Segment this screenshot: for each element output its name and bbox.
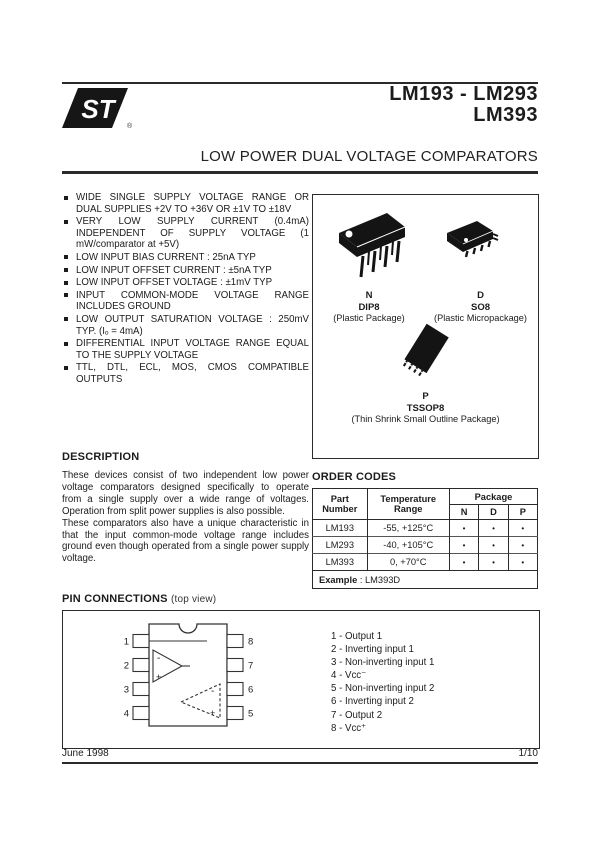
part-number-cell: LM293 <box>313 537 368 554</box>
package-desc: (Plastic Micropackage) <box>434 313 527 323</box>
description-paragraph-2: These comparators also have a unique characteristic in that the input common-mode voltage range includes ground even though operated from a single power supply voltage. <box>62 517 309 565</box>
feature-text: LOW OUTPUT SATURATION VOLTAGE : 250mV TYP. (Iₒ = 4mA) <box>76 313 309 337</box>
package-p-dot: • <box>508 520 537 537</box>
package-figure-box <box>312 194 539 459</box>
package-name: DIP8 <box>358 301 380 313</box>
dip8-package-label <box>313 290 425 325</box>
example-value: : LM393D <box>359 574 401 585</box>
pin-number-1: 1 <box>123 636 129 648</box>
col-header-p: P <box>508 505 537 520</box>
pin-list-item: 3 - Non-inverting input 1 <box>331 657 435 669</box>
pin-number-7: 7 <box>248 660 254 672</box>
pin-list-item: 4 - Vcc⁻ <box>331 670 367 682</box>
feature-item <box>62 265 309 277</box>
comparator2-minus-sign: - <box>211 686 215 697</box>
package-n-dot: • <box>449 520 478 537</box>
feature-item <box>62 362 309 385</box>
feature-item <box>62 252 309 264</box>
feature-text: VERY LOW SUPPLY CURRENT (0.4mA) INDEPENDENT OF SUPPLY VOLTAGE (1 mW/comparator at +5V) <box>76 216 309 251</box>
pin-connections-suffix: (top view) <box>170 594 217 605</box>
pin-list-item: 7 - Output 2 <box>331 709 383 721</box>
title-line-2: LM393 <box>473 104 538 126</box>
bullet-square-icon <box>64 317 68 321</box>
comparator2-plus-sign: + <box>210 708 216 718</box>
package-desc: (Thin Shrink Small Outline Package) <box>351 414 500 424</box>
feature-item <box>62 277 309 289</box>
description-paragraph-1: These devices consist of two independent low power voltage comparators designed specifically to operate from a single supply over a wide range of voltages. Operation from split power supplies is also possible. <box>62 470 309 517</box>
table-row <box>313 520 538 537</box>
registered-mark: ® <box>127 123 133 130</box>
so8-package-image <box>439 211 501 272</box>
package-n-dot: • <box>449 554 478 571</box>
feature-text: LOW INPUT OFFSET CURRENT : ±5nA TYP <box>76 264 272 276</box>
package-desc: (Plastic Package) <box>333 313 405 323</box>
pin-connections-box <box>62 610 540 749</box>
col-header-part-number: Part Number <box>313 489 368 520</box>
feature-item <box>62 216 309 251</box>
comparator1-plus-sign: + <box>156 672 162 682</box>
feature-item <box>62 314 309 337</box>
table-row <box>313 554 538 571</box>
part-number-title <box>389 84 538 126</box>
col-header-n: N <box>449 505 478 520</box>
bullet-square-icon <box>64 281 68 285</box>
package-code: D <box>477 290 484 301</box>
pin-list-item: 5 - Non-inverting input 2 <box>331 683 435 695</box>
package-name: TSSOP8 <box>406 402 445 414</box>
description-heading: DESCRIPTION <box>62 451 140 463</box>
pin-number-8: 8 <box>248 636 254 648</box>
package-n-dot: • <box>449 537 478 554</box>
bullet-square-icon <box>64 196 68 200</box>
document-subtitle: LOW POWER DUAL VOLTAGE COMPARATORS <box>200 148 538 165</box>
package-name: SO8 <box>470 301 490 313</box>
pin-list-item: 2 - Inverting input 1 <box>331 644 414 656</box>
pin-connections-title: PIN CONNECTIONS <box>62 593 168 605</box>
pin-number-3: 3 <box>123 684 129 696</box>
package-d-dot: • <box>479 554 508 571</box>
so8-package-label <box>423 290 538 325</box>
st-logo-text: ST <box>81 94 115 124</box>
bullet-square-icon <box>64 342 68 346</box>
st-logo-icon <box>62 87 128 131</box>
feature-item <box>62 338 309 361</box>
package-p-dot: • <box>508 537 537 554</box>
pin-list-item: 1 - Output 1 <box>331 631 383 642</box>
pin-list-item: 8 - Vcc⁺ <box>331 722 367 734</box>
col-header-d: D <box>479 505 508 520</box>
package-code: P <box>422 391 429 402</box>
bullet-square-icon <box>64 293 68 297</box>
tssop8-package-label <box>313 391 538 426</box>
feature-list <box>62 192 309 387</box>
pin-number-2: 2 <box>123 660 129 672</box>
st-logo <box>62 87 128 136</box>
temperature-range-cell: -55, +125°C <box>367 520 449 537</box>
header-bottom-rule <box>62 171 538 174</box>
dip8-package-image <box>329 201 411 290</box>
order-codes-heading: ORDER CODES <box>312 471 397 483</box>
feature-text: LOW INPUT BIAS CURRENT : 25nA TYP <box>76 251 256 263</box>
temperature-range-cell: -40, +105°C <box>367 537 449 554</box>
tssop8-package-image <box>389 319 461 394</box>
pin-number-4: 4 <box>123 708 129 720</box>
feature-text: LOW INPUT OFFSET VOLTAGE : ±1mV TYP <box>76 277 273 289</box>
part-number-cell: LM393 <box>313 554 368 571</box>
footer-page-number: 1/10 <box>518 748 538 759</box>
package-p-dot: • <box>508 554 537 571</box>
order-codes-table <box>312 488 538 589</box>
description-section <box>62 451 309 565</box>
col-header-package: Package <box>449 489 537 505</box>
example-row <box>313 571 538 589</box>
feature-text: TTL, DTL, ECL, MOS, CMOS COMPATIBLE OUTPUTS <box>76 362 309 385</box>
feature-item <box>62 192 309 215</box>
package-d-dot: • <box>479 520 508 537</box>
col-header-temperature-range: Temperature Range <box>367 489 449 520</box>
feature-text: INPUT COMMON-MODE VOLTAGE RANGE INCLUDES GROUND <box>76 289 309 313</box>
feature-text: DIFFERENTIAL INPUT VOLTAGE RANGE EQUAL TO THE SUPPLY VOLTAGE <box>76 338 309 361</box>
package-d-dot: • <box>479 537 508 554</box>
feature-item <box>62 290 309 313</box>
pin-number-6: 6 <box>248 684 254 696</box>
pin-list-item: 6 - Inverting input 2 <box>331 696 414 708</box>
footer-date: June 1998 <box>62 748 109 759</box>
comparator1-minus-sign: - <box>157 653 161 664</box>
temperature-range-cell: 0, +70°C <box>367 554 449 571</box>
example-cell <box>313 571 538 589</box>
pin-list <box>331 630 434 735</box>
example-label: Example <box>319 574 358 585</box>
footer-rule <box>62 762 538 764</box>
title-line-1: LM193 - LM293 <box>389 83 538 105</box>
bullet-square-icon <box>64 220 68 224</box>
table-row <box>313 537 538 554</box>
bullet-square-icon <box>64 366 68 370</box>
pin-number-5: 5 <box>248 708 254 720</box>
feature-text: WIDE SINGLE SUPPLY VOLTAGE RANGE OR DUAL SUPPLIES +2V TO +36V OR ±1V TO ±18V <box>76 192 309 215</box>
bullet-square-icon <box>64 268 68 272</box>
package-code: N <box>365 290 373 301</box>
bullet-square-icon <box>64 255 68 259</box>
pin-connections-heading <box>62 593 216 605</box>
part-number-cell: LM193 <box>313 520 368 537</box>
pinout-diagram <box>119 616 269 743</box>
